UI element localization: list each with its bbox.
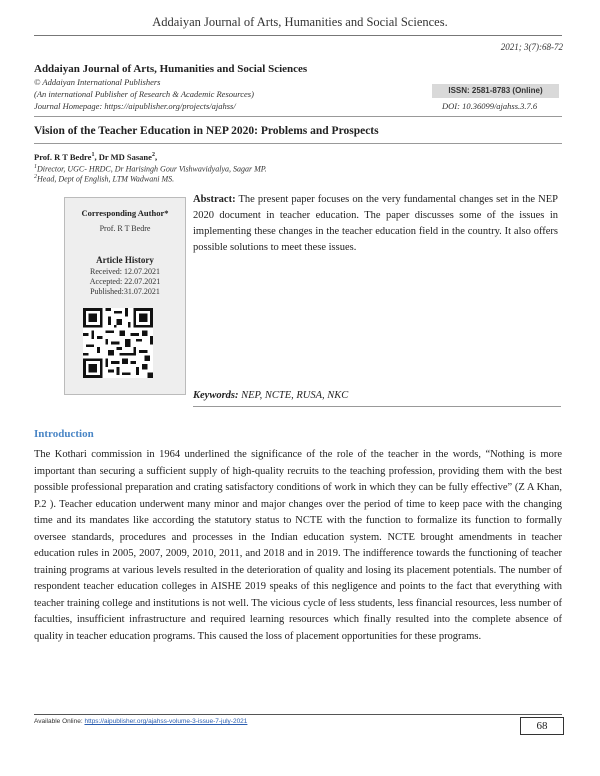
affiliation-2-sup: 2 <box>34 174 37 180</box>
corresponding-author-name: Prof. R T Bedre <box>99 224 151 233</box>
affiliation-1 <box>34 164 267 174</box>
affiliation-1-text: Director, UGC- HRDC, Dr Harisingh Gour Vishwavidyalya, Sagar MP. <box>37 164 267 174</box>
keywords-label: Keywords: <box>193 390 239 401</box>
footer-rule <box>34 714 562 715</box>
abstract-rule <box>193 406 561 407</box>
received-date: Received: 12.07.2021 <box>90 267 160 276</box>
affiliation-2 <box>34 174 174 184</box>
page-number: 68 <box>520 717 564 735</box>
doi[interactable]: DOI: 10.36099/ajahss.3.7.6 <box>442 101 538 111</box>
footer-label: Available Online: <box>34 718 85 725</box>
affiliation-1-sup: 1 <box>34 164 37 170</box>
title-rule <box>34 143 562 144</box>
author-line <box>34 152 157 162</box>
abstract-label: Abstract: <box>193 194 236 205</box>
publisher-description: (An international Publisher of Research & Academic Resources) <box>34 89 254 99</box>
author-2-sup: 2 <box>151 152 155 159</box>
author-tail: , <box>154 152 158 162</box>
article-history-label: Article History <box>96 255 154 265</box>
journal-homepage[interactable]: Journal Homepage: https://aipublisher.org/projects/ajahss/ <box>34 101 236 111</box>
paper-title: Vision of the Teacher Education in NEP 2020: Problems and Prospects <box>34 125 379 137</box>
article-info-box <box>64 197 186 395</box>
author-separator: , <box>94 152 99 162</box>
footer <box>34 718 247 725</box>
affiliation-2-text: Head, Dept of English, LTM Wadwani MS. <box>37 174 175 184</box>
author-1-sup: 1 <box>91 152 95 159</box>
citation: 2021; 3(7):68-72 <box>500 42 563 52</box>
keywords-text: NEP, NCTE, RUSA, NKC <box>238 390 349 401</box>
introduction-body: The Kothari commission in 1964 underlined the significance of the role of the teacher in the words, “Nothing is more important than securing a sufficient supply of high-quality recruits to the teaching profession, providing them with the best possible professional preparation and crating satisfactory conditions of work in which they can be fully effective” (Z A Khan, P.2 ). Teacher education underwent many minor and major changes over the period of time to keep pace with the changing time and its mandates like according the statutory status to NCTE with the function to formalize its function to formally oversee standards, procedures and processes in the Indian education system. NCTE brought amendments in teacher education rules in 2005, 2007, 2009, 2010, 2011, and 2018 and in 2019. The indifference towards the functioning of teacher training programs at various levels resulted in the deterioration of quality and losing its placement potentials. The number of respondent teacher education colleges in AISHE 2019 speaks of this negligence and points to the fact that everything with teacher training college and institutions is not well. The vicious cycle of less students, less financial resources, less number of faculties, insufficient infrastructure and required learning resources which finally resulted into the complete absence of quality in teacher education programs. This caused the loss of placement opportunities for these programs. <box>34 449 562 642</box>
author-1: Prof. R T Bedre <box>34 152 92 162</box>
header-rule <box>34 35 562 36</box>
publisher-line: © Addaiyan International Publishers <box>34 77 161 87</box>
accepted-date: Accepted: 22.07.2021 <box>89 277 161 286</box>
meta-rule <box>34 116 562 117</box>
footer-link[interactable]: https://aipublisher.org/ajahss-volume-3-issue-7-july-2021 <box>84 718 248 725</box>
running-head: Addaiyan Journal of Arts, Humanities and Social Sciences. <box>152 15 448 29</box>
issn-badge: ISSN: 2581-8783 (Online) <box>432 84 559 98</box>
abstract-text: The present paper focuses on the very fundamental changes set in the NEP 2020 document in teacher education. The paper discusses some of the issues in implementing these changes in the teacher education field in the country. It also offers possible solutions to meet these issues. <box>193 194 558 253</box>
journal-name: Addaiyan Journal of Arts, Humanities and Social Sciences <box>34 63 308 75</box>
introduction-heading: Introduction <box>34 428 94 440</box>
keywords <box>193 390 348 401</box>
abstract <box>193 192 558 256</box>
published-date: Published:31.07.2021 <box>90 287 160 296</box>
author-2: Dr MD Sasane <box>98 152 152 162</box>
qr-code-icon[interactable] <box>83 308 153 378</box>
corresponding-author-label: Corresponding Author* <box>81 208 169 218</box>
